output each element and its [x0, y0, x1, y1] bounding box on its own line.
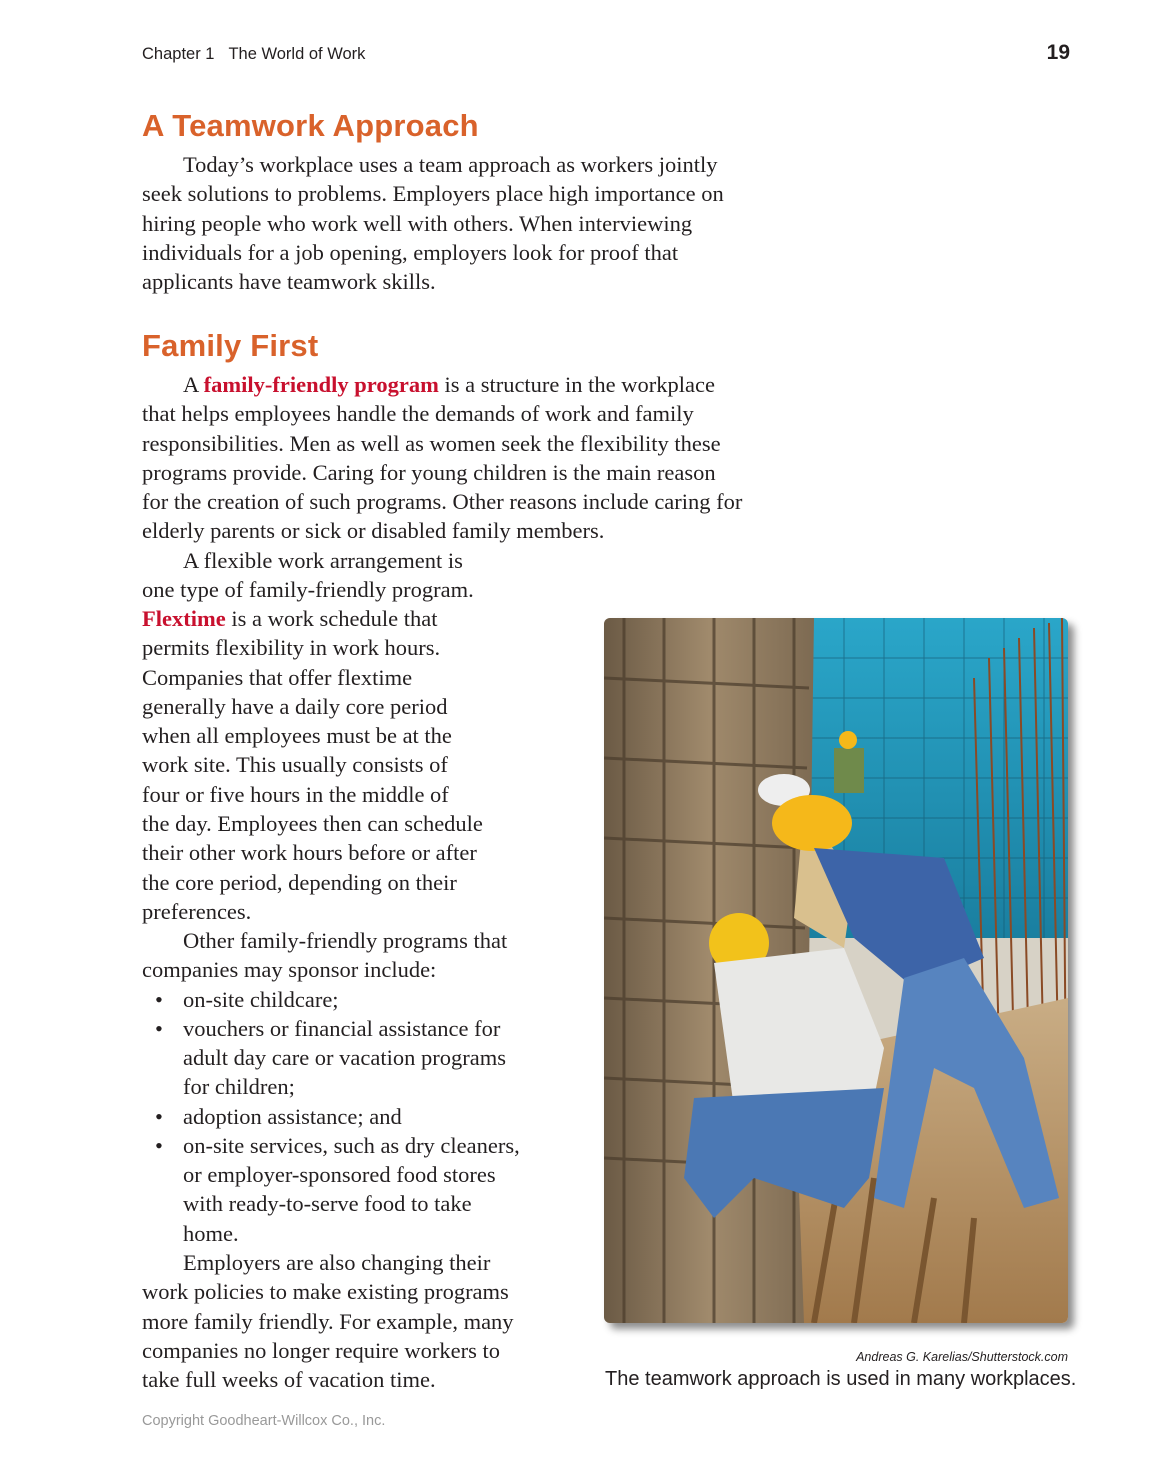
text-segment: vouchers or financial assistance for [183, 1015, 501, 1041]
text-line [142, 487, 742, 516]
text-segment: one type of family-friendly program. [142, 576, 474, 602]
text-segment: the day. Employees then can schedule [142, 810, 483, 836]
section-heading-family-first: Family First [142, 328, 319, 363]
text-segment: Other family-friendly programs that [183, 928, 508, 954]
text-segment: work policies to make existing programs [142, 1279, 509, 1305]
text-segment: their other work hours before or after [142, 840, 477, 866]
section-heading-teamwork: A Teamwork Approach [142, 108, 479, 143]
text-segment: elderly parents or sick or disabled family members. [142, 518, 605, 544]
text-segment: generally have a daily core period [142, 693, 448, 719]
text-line [142, 238, 724, 267]
text-segment: adult day care or vacation programs [183, 1045, 506, 1071]
text-line [142, 546, 742, 575]
text-segment: when all employees must be at the [142, 723, 452, 749]
text-line [142, 267, 724, 296]
text-segment: applicants have teamwork skills. [142, 269, 436, 295]
text-segment: is a structure in the workplace [438, 372, 715, 397]
text-line [142, 1336, 742, 1365]
text-segment: or employer-sponsored food stores [183, 1162, 496, 1188]
text-segment: preferences. [142, 898, 252, 924]
text-line [142, 209, 724, 238]
text-segment: with ready-to-serve food to take [183, 1191, 472, 1217]
bullet-icon: • [155, 1132, 163, 1158]
figure-caption: The teamwork approach is used in many workplaces. [605, 1368, 1077, 1390]
text-segment: hiring people who work well with others. When interviewing [142, 210, 693, 236]
text-segment: A flexible work arrangement is [183, 547, 463, 573]
chapter-number: Chapter 1 [142, 45, 215, 63]
text-segment: that helps employees handle the demands of work and family [142, 401, 694, 427]
text-segment: companies may sponsor include: [142, 957, 437, 983]
text-line [142, 179, 724, 208]
text-segment: adoption assistance; and [183, 1103, 402, 1129]
section-body-teamwork [142, 150, 724, 296]
text-segment: the core period, depending on their [142, 869, 457, 895]
text-line [142, 150, 724, 179]
text-segment: permits flexibility in work hours. [142, 635, 441, 661]
text-segment: for the creation of such programs. Other reasons include caring for [142, 489, 743, 515]
photo-credit: Andreas G. Karelias/Shutterstock.com [856, 1350, 1068, 1364]
text-segment: Companies that offer flextime [142, 664, 413, 690]
bullet-icon: • [155, 1103, 163, 1129]
text-line [142, 575, 742, 604]
running-header [142, 45, 365, 64]
text-segment: A [183, 372, 204, 397]
text-segment: individuals for a job opening, employers look for proof that [142, 239, 679, 265]
text-segment: programs provide. Caring for young children is the main reason [142, 459, 716, 485]
text-segment: more family friendly. For example, many [142, 1308, 514, 1334]
chapter-title: The World of Work [228, 45, 366, 63]
text-segment: on-site services, such as dry cleaners, [183, 1132, 520, 1158]
text-segment: on-site childcare; [183, 986, 339, 1012]
key-term: family-friendly program [203, 372, 439, 397]
text-line [142, 516, 742, 545]
text-segment: Employers are also changing their [183, 1249, 491, 1275]
text-segment: is a work schedule that [225, 606, 438, 632]
key-term: Flextime [142, 606, 226, 632]
text-segment: Today’s workplace uses a team approach as workers jointly [183, 152, 718, 177]
text-segment: companies no longer require workers to [142, 1337, 501, 1363]
text-line [142, 458, 742, 487]
text-line [142, 399, 742, 428]
construction-workers-photo [604, 618, 1068, 1323]
text-segment: four or five hours in the middle of [142, 781, 449, 807]
text-segment: home. [183, 1220, 239, 1246]
text-segment: responsibilities. Men as well as women seek the flexibility these [142, 430, 721, 456]
bullet-icon: • [155, 986, 163, 1012]
text-segment: take full weeks of vacation time. [142, 1367, 436, 1393]
bullet-icon: • [155, 1015, 163, 1041]
text-segment: for children; [183, 1074, 295, 1100]
text-segment: work site. This usually consists of [142, 752, 448, 778]
text-segment: seek solutions to problems. Employers place high importance on [142, 181, 724, 207]
copyright-footer: Copyright Goodheart-Willcox Co., Inc. [142, 1413, 386, 1429]
page-number: 19 [1046, 41, 1070, 64]
text-line [142, 429, 742, 458]
text-line [142, 370, 742, 399]
